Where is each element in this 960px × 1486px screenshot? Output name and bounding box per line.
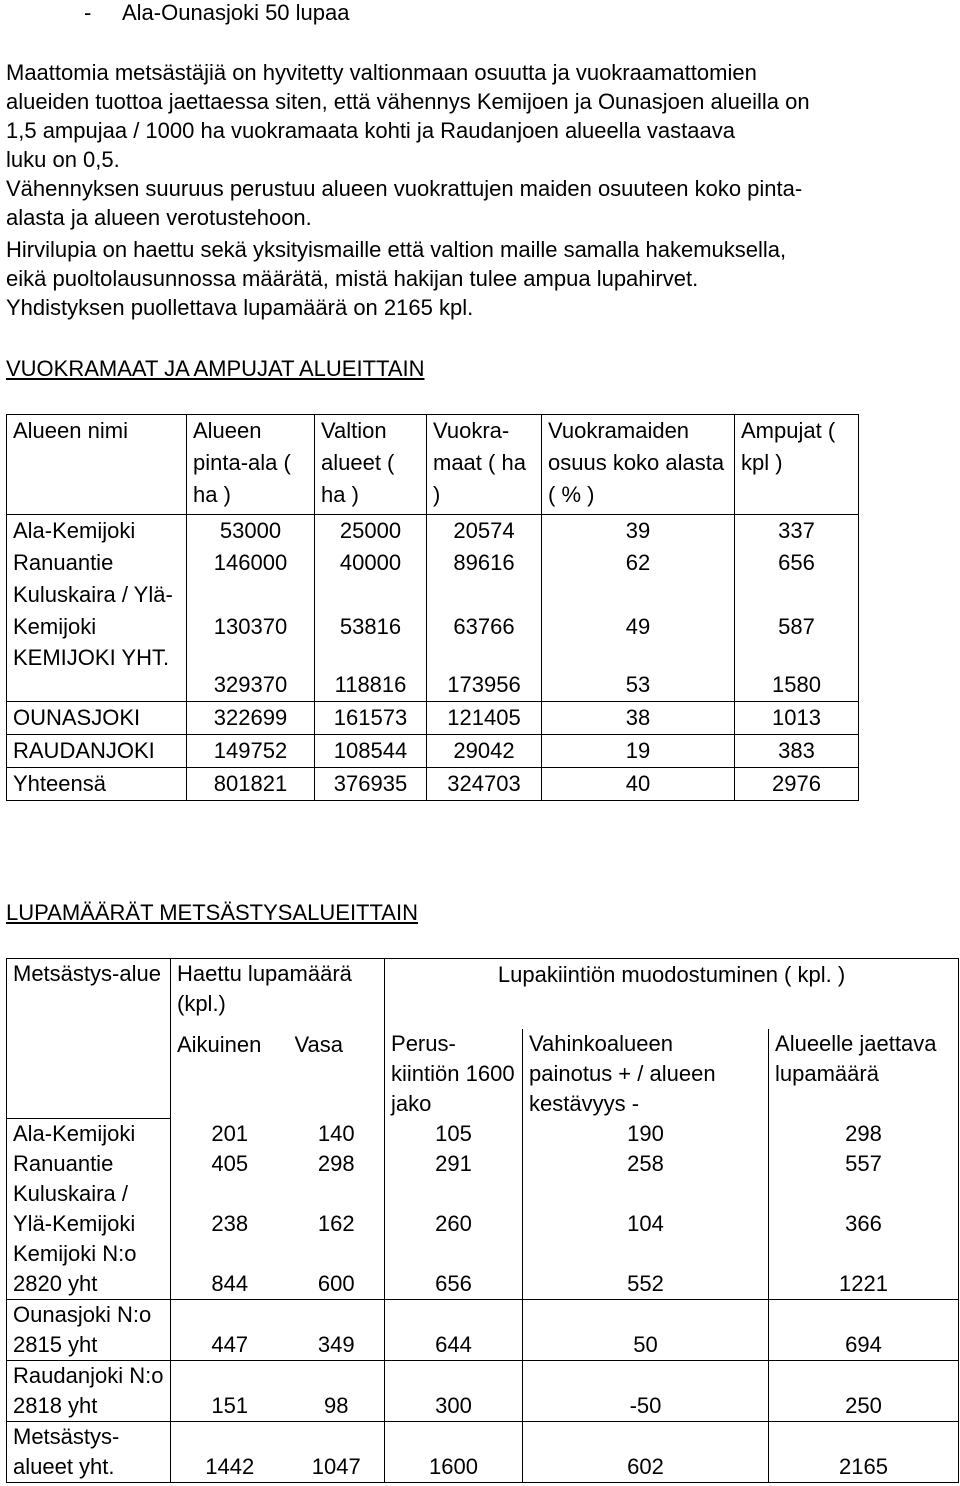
cell: 63766 [427, 579, 542, 643]
paragraph-line: Vähennyksen suuruus perustuu alueen vuokrattujen maiden osuuteen koko pinta- [6, 176, 803, 201]
cell: 600 [289, 1239, 385, 1300]
cell: 105 [385, 1119, 523, 1150]
cell: 40000 [315, 547, 427, 579]
cell: 118816 [315, 643, 427, 701]
table-header-row [7, 959, 959, 1029]
cell: 146000 [187, 547, 315, 579]
col-header-formation: Lupakiintiön muodostuminen ( kpl. ) [385, 959, 959, 1029]
cell: 2976 [735, 767, 859, 800]
cell: 62 [542, 547, 735, 579]
cell: 405 [171, 1149, 289, 1179]
cell: 19 [542, 734, 735, 767]
cell: 349 [289, 1300, 385, 1361]
cell: 587 [735, 579, 859, 643]
col-header-state-areas: Valtion alueet ( ha ) [315, 415, 427, 515]
paragraph-line: eikä puoltolausunnossa määrätä, mistä hakijan tulee ampua lupahirvet. [6, 266, 699, 291]
col-header-applied: Haettu lupamäärä (kpl.) [171, 959, 385, 1029]
cell: 2165 [769, 1422, 959, 1483]
cell: 366 [769, 1179, 959, 1239]
col-header-shooters: Ampujat ( kpl ) [735, 415, 859, 515]
col-header-calf: Vasa [289, 1029, 385, 1119]
cell: 447 [171, 1300, 289, 1361]
cell: 1047 [289, 1422, 385, 1483]
table-row [7, 1149, 959, 1179]
area-name: Ala-Kemijoki [7, 515, 187, 548]
cell: 656 [385, 1239, 523, 1300]
cell: 40 [542, 767, 735, 800]
cell: 298 [769, 1119, 959, 1150]
col-header-area: Metsästys-alue [7, 959, 171, 1119]
area-name: Ounasjoki N:o 2815 yht [7, 1300, 171, 1361]
cell: 844 [171, 1239, 289, 1300]
cell: 173956 [427, 643, 542, 701]
cell: 1442 [171, 1422, 289, 1483]
col-header-area-size: Alueen pinta-ala ( ha ) [187, 415, 315, 515]
cell: 322699 [187, 701, 315, 734]
table-row [7, 579, 859, 643]
cell: 108544 [315, 734, 427, 767]
cell: 300 [385, 1361, 523, 1422]
cell: 383 [735, 734, 859, 767]
table-row [7, 1422, 959, 1483]
table-row [7, 1300, 959, 1361]
area-name: Yhteensä [7, 767, 187, 800]
paragraph-line: alasta ja alueen verotustehoon. [6, 205, 312, 230]
cell: 130370 [187, 579, 315, 643]
cell: 291 [385, 1149, 523, 1179]
cell: 39 [542, 515, 735, 548]
cell: 161573 [315, 701, 427, 734]
paragraph-line: alueiden tuottoa jaettaessa siten, että vähennys Kemijoen ja Ounasjoen alueilla on [6, 89, 810, 114]
bullet-marker: - [84, 0, 92, 25]
cell: 1221 [769, 1239, 959, 1300]
area-name: KEMIJOKI YHT. [7, 643, 187, 701]
table-row [7, 1239, 959, 1300]
table-row [7, 643, 859, 701]
cell: 801821 [187, 767, 315, 800]
paragraph-line: Maattomia metsästäjiä on hyvitetty valtionmaan osuutta ja vuokraamattomien [6, 60, 757, 85]
cell: 552 [523, 1239, 769, 1300]
cell: 121405 [427, 701, 542, 734]
col-header-rented-share: Vuokramaiden osuus koko alasta ( % ) [542, 415, 735, 515]
col-header-base-quota: Perus-kiintiön 1600 jako [385, 1029, 523, 1119]
area-name: Ranuantie [7, 1149, 171, 1179]
cell: 49 [542, 579, 735, 643]
cell: 324703 [427, 767, 542, 800]
col-header-area-name: Alueen nimi [7, 415, 187, 515]
cell: 694 [769, 1300, 959, 1361]
cell: 98 [289, 1361, 385, 1422]
table2-heading: LUPAMÄÄRÄT METSÄSTYSALUEITTAIN [6, 900, 418, 925]
cell: 151 [171, 1361, 289, 1422]
col-header-rented-land: Vuokra-maat ( ha ) [427, 415, 542, 515]
col-header-damage-weight: Vahinkoalueen painotus + / alueen kestävyys - [523, 1029, 769, 1119]
cell: 50 [523, 1300, 769, 1361]
cell: 1600 [385, 1422, 523, 1483]
cell: 656 [735, 547, 859, 579]
cell: 20574 [427, 515, 542, 548]
cell: 557 [769, 1149, 959, 1179]
paragraph-line: Yhdistyksen puollettava lupamäärä on 2165 kpl. [6, 295, 474, 320]
area-name: Raudanjoki N:o 2818 yht [7, 1361, 171, 1422]
cell: 376935 [315, 767, 427, 800]
cell: 149752 [187, 734, 315, 767]
area-name: Kuluskaira / Ylä-Kemijoki [7, 1179, 171, 1239]
cell: 201 [171, 1119, 289, 1150]
cell: 29042 [427, 734, 542, 767]
table-header-row [7, 415, 859, 515]
cell: 337 [735, 515, 859, 548]
cell: 644 [385, 1300, 523, 1361]
cell: -50 [523, 1361, 769, 1422]
cell: 238 [171, 1179, 289, 1239]
cell: 140 [289, 1119, 385, 1150]
cell: 38 [542, 701, 735, 734]
table-row [7, 515, 859, 548]
area-name: Kemijoki N:o 2820 yht [7, 1239, 171, 1300]
area-name: RAUDANJOKI [7, 734, 187, 767]
paragraph-line: 1,5 ampujaa / 1000 ha vuokramaata kohti ja Raudanjoen alueella vastaava [6, 118, 735, 143]
permit-quota-table [6, 958, 959, 1483]
area-name: Kuluskaira / Ylä-Kemijoki [7, 579, 187, 643]
cell: 1013 [735, 701, 859, 734]
cell: 104 [523, 1179, 769, 1239]
cell: 329370 [187, 643, 315, 701]
col-header-adult: Aikuinen [171, 1029, 289, 1119]
cell: 89616 [427, 547, 542, 579]
col-header-allocated: Alueelle jaettava lupamäärä [769, 1029, 959, 1119]
area-name: OUNASJOKI [7, 701, 187, 734]
table1-heading: VUOKRAMAAT JA AMPUJAT ALUEITTAIN [6, 356, 425, 381]
table-row [7, 767, 859, 800]
paragraph-line: Hirvilupia on haettu sekä yksityismaille että valtion maille samalla hakemuksella, [6, 237, 787, 262]
cell: 53000 [187, 515, 315, 548]
cell: 25000 [315, 515, 427, 548]
cell: 190 [523, 1119, 769, 1150]
area-name: Metsästys-alueet yht. [7, 1422, 171, 1483]
table-row [7, 701, 859, 734]
area-name: Ala-Kemijoki [7, 1119, 171, 1150]
cell: 53816 [315, 579, 427, 643]
table-row [7, 1119, 959, 1150]
cell: 250 [769, 1361, 959, 1422]
cell: 162 [289, 1179, 385, 1239]
paragraph-line: luku on 0,5. [6, 147, 120, 172]
cell: 258 [523, 1149, 769, 1179]
rental-shooters-table [6, 414, 859, 801]
cell: 260 [385, 1179, 523, 1239]
cell: 298 [289, 1149, 385, 1179]
cell: 53 [542, 643, 735, 701]
area-name: Ranuantie [7, 547, 187, 579]
table-row [7, 1179, 959, 1239]
table-row [7, 547, 859, 579]
table-row [7, 1361, 959, 1422]
cell: 602 [523, 1422, 769, 1483]
table-row [7, 734, 859, 767]
bullet-text: Ala-Ounasjoki 50 lupaa [122, 0, 350, 25]
cell: 1580 [735, 643, 859, 701]
